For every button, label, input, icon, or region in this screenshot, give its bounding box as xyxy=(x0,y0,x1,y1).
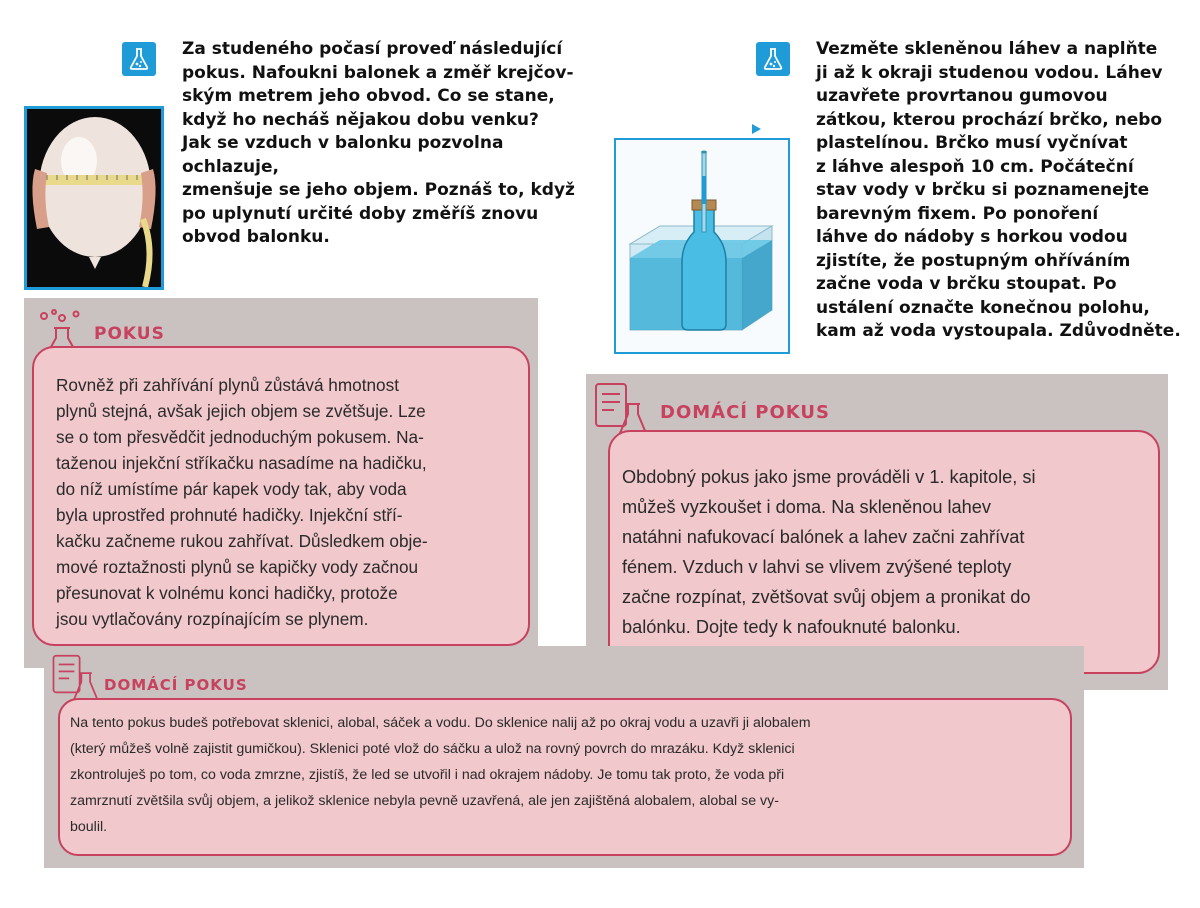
domaci-pokus-text-right: Obdobný pokus jako jsme prováděli v 1. kapitole, si můžeš vyzkoušet i doma. Na skleněnou lahev natáhni nafukovací balónek a lahev začni zahřívat fénem. Vzduch v lahvi se vlivem zvýšené teploty začne rozpínat, zvětšovat svůj objem a pronikat do balónku. Dojte tedy k nafouknuté balonku. xyxy=(622,467,1036,637)
flask-badge-left xyxy=(122,42,156,76)
pokus-photo xyxy=(24,298,538,668)
pokus-heading: POKUS xyxy=(94,324,165,344)
balloon-experiment-text: Za studeného počasí proveď následující pokus. Nafoukni balonek a změř krejčov- ským metrem jeho obvod. Co se stane, když ho necháš nějakou dobu venku? Jak se vzduch v balonku pozvolna ochlazuje, zmenšuje se jeho objem. Poznáš to, když po uplynutí určité doby změříš znovu obvod balonku. xyxy=(182,39,575,247)
arrow-marker-icon xyxy=(752,124,761,134)
domaci-pokus-photo-bottom xyxy=(44,646,1084,868)
domaci-pokus-heading-right: DOMÁCÍ POKUS xyxy=(660,402,830,423)
domaci-pokus-text-bottom: Na tento pokus budeš potřebovat sklenici, alobal, sáček a vodu. Do sklenice nalij až po okraj vodu a uzavři ji alobalem (který můžeš volně zajistit gumičkou). Sklenici poté vlož do sáčku a ulož na rovný povrch do mrazáku. Když sklenici zkontroluješ po tom, co voda zmrzne, zjistíš, že led se utvořil i nad okrajem nádoby. Je tomu tak proto, že voda při zamrznutí zvětšila svůj objem, a jelikož sklenice nebyla pevně uzavřená, ale jen zajištěná alobalem, alobal se vy- boulil. xyxy=(70,715,811,835)
flask-icon xyxy=(762,47,784,71)
bottle-experiment-text: Vezměte skleněnou láhev a naplňte ji až k okraji studenou vodou. Láhev uzavřete provrtanou gumovou zátkou, kterou prochází brčko, nebo plastelínou. Brčko musí vyčnívat z láhve alespoň 10 cm. Počáteční stav vody v brčku si poznamenejte barevným fixem. Po ponoření láhve do nádoby s horkou vodou zjistíte, že postupným ohříváním začne voda v brčku stoupat. Po ustálení označte konečnou polohu, kam až voda vystoupala. Zdůvodněte. xyxy=(816,39,1181,341)
domaci-pokus-heading-bottom: DOMÁCÍ POKUS xyxy=(104,676,248,694)
flask-badge-right xyxy=(756,42,790,76)
flask-icon xyxy=(128,47,150,71)
balloon-photo xyxy=(24,106,164,290)
bottle-illustration xyxy=(614,138,790,354)
domaci-pokus-photo-right xyxy=(586,374,1168,690)
pokus-text: Rovněž při zahřívání plynů zůstává hmotnost plynů stejná, avšak jejich objem se zvětšuje. Lze se o tom přesvědčit jednoduchým pokusem. Na- taženou injekční stříkačku nasadíme na hadičku, do níž umístíme pár kapek vody tak, aby voda byla uprostřed prohnuté hadičky. Injekční stří- kačku začneme rukou zahřívat. Důsledkem obje- mové roztažnosti plynů se kapičky vody začnou přesunovat k volnému konci hadičky, protože jsou vytlačovány rozpínajícím se plynem. xyxy=(56,375,428,629)
